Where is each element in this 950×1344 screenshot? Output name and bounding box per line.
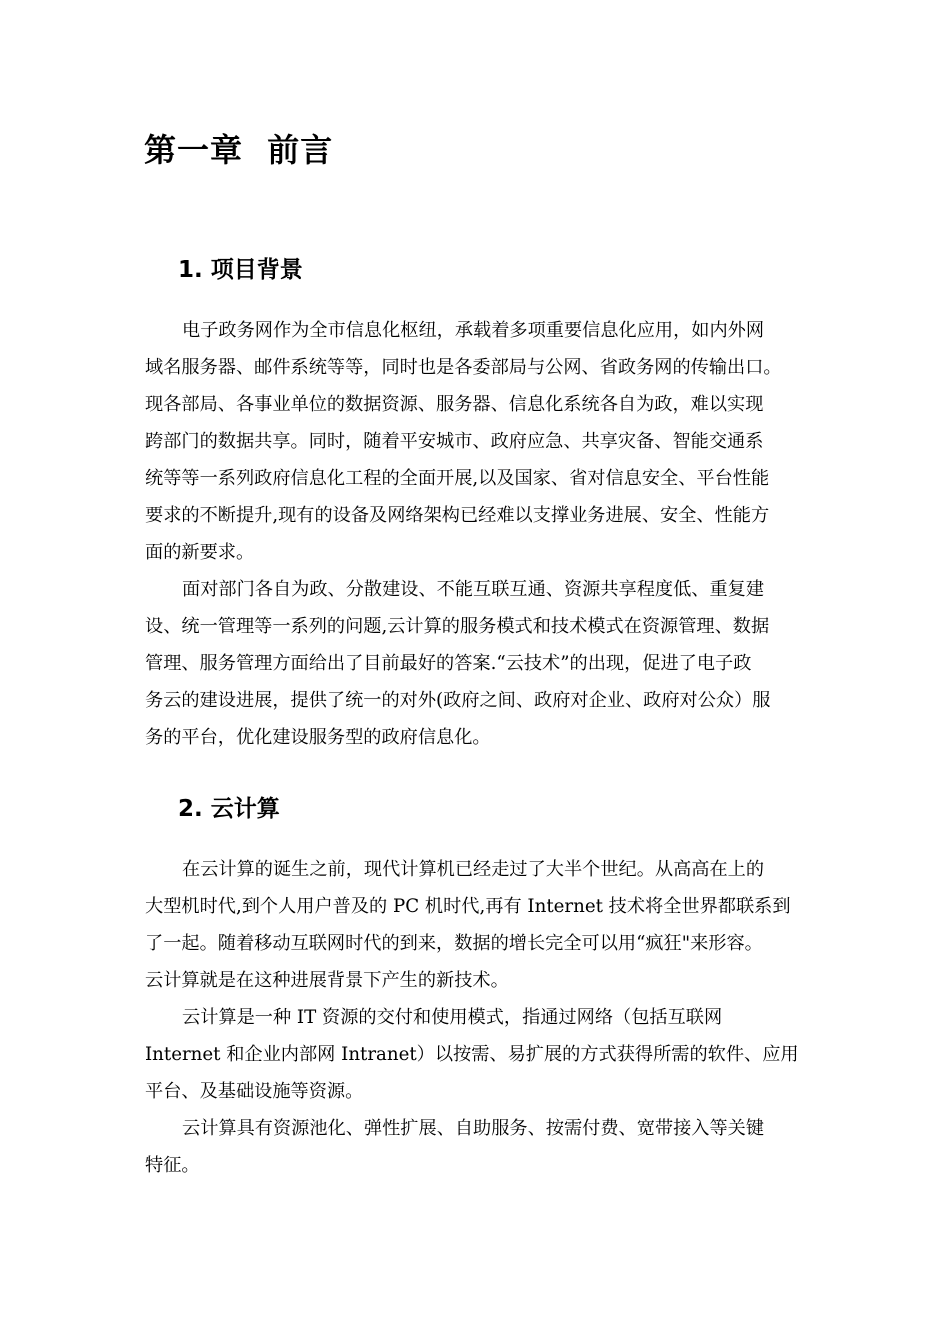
- paragraph-line: 域名服务器、邮件系统等等，同时也是各委部局与公网、省政务网的传输出口。: [145, 357, 782, 378]
- paragraph-line: 现各部局、各事业单位的数据资源、服务器、信息化系统各自为政，难以实现: [145, 394, 764, 415]
- paragraph-line: 要求的不断提升,现有的设备及网络架构已经难以支撑业务进展、安全、性能方: [145, 505, 770, 526]
- paragraph-line: 云计算是一种 IT 资源的交付和使用模式，指通过网络（包括互联网: [182, 1007, 723, 1028]
- paragraph-line: 面对部门各自为政、分散建设、不能互联互通、资源共享程度低、重复建: [182, 579, 765, 600]
- paragraph-line: 统等等一系列政府信息化工程的全面开展,以及国家、省对信息安全、平台性能: [145, 468, 770, 489]
- chapter-title: 第一章 前言: [144, 131, 334, 169]
- paragraph-line: 云计算就是在这种进展背景下产生的新技术。: [145, 970, 509, 991]
- paragraph-line: 云计算具有资源池化、弹性扩展、自助服务、按需付费、宽带接入等关键: [182, 1118, 765, 1139]
- paragraph-line: 特征。: [145, 1155, 200, 1176]
- paragraph-line: Internet 和企业内部网 Intranet）以按需、易扩展的方式获得所需的软件、应用: [145, 1044, 799, 1065]
- paragraph-line: 面的新要求。: [145, 542, 255, 563]
- paragraph-line: 管理、服务管理方面给出了目前最好的答案.“云技术”的出现，促进了电子政: [145, 653, 752, 674]
- paragraph-line: 务云的建设进展，提供了统一的对外(政府之间、政府对企业、政府对公众）服: [145, 690, 771, 711]
- paragraph-line: 大型机时代,到个人用户普及的 PC 机时代,再有 Internet 技术将全世界都联系到: [145, 896, 791, 917]
- section-heading-cloud-computing: 2. 云计算: [178, 796, 280, 822]
- paragraph-line: 设、统一管理等一系列的问题,云计算的服务模式和技术模式在资源管理、数据: [145, 616, 770, 637]
- paragraph-line: 在云计算的诞生之前，现代计算机已经走过了大半个世纪。从高高在上的: [182, 859, 765, 880]
- paragraph-line: 跨部门的数据共享。同时，随着平安城市、政府应急、共享灾备、智能交通系: [145, 431, 764, 452]
- paragraph-line: 平台、及基础设施等资源。: [145, 1081, 364, 1102]
- paragraph-line: 了一起。随着移动互联网时代的到来，数据的增长完全可以用“疯狂"来形容。: [145, 933, 763, 954]
- section-heading-project-background: 1. 项目背景: [178, 257, 303, 283]
- paragraph-line: 电子政务网作为全市信息化枢纽，承载着多项重要信息化应用，如内外网: [182, 320, 765, 341]
- paragraph-line: 务的平台，优化建设服务型的政府信息化。: [145, 727, 491, 748]
